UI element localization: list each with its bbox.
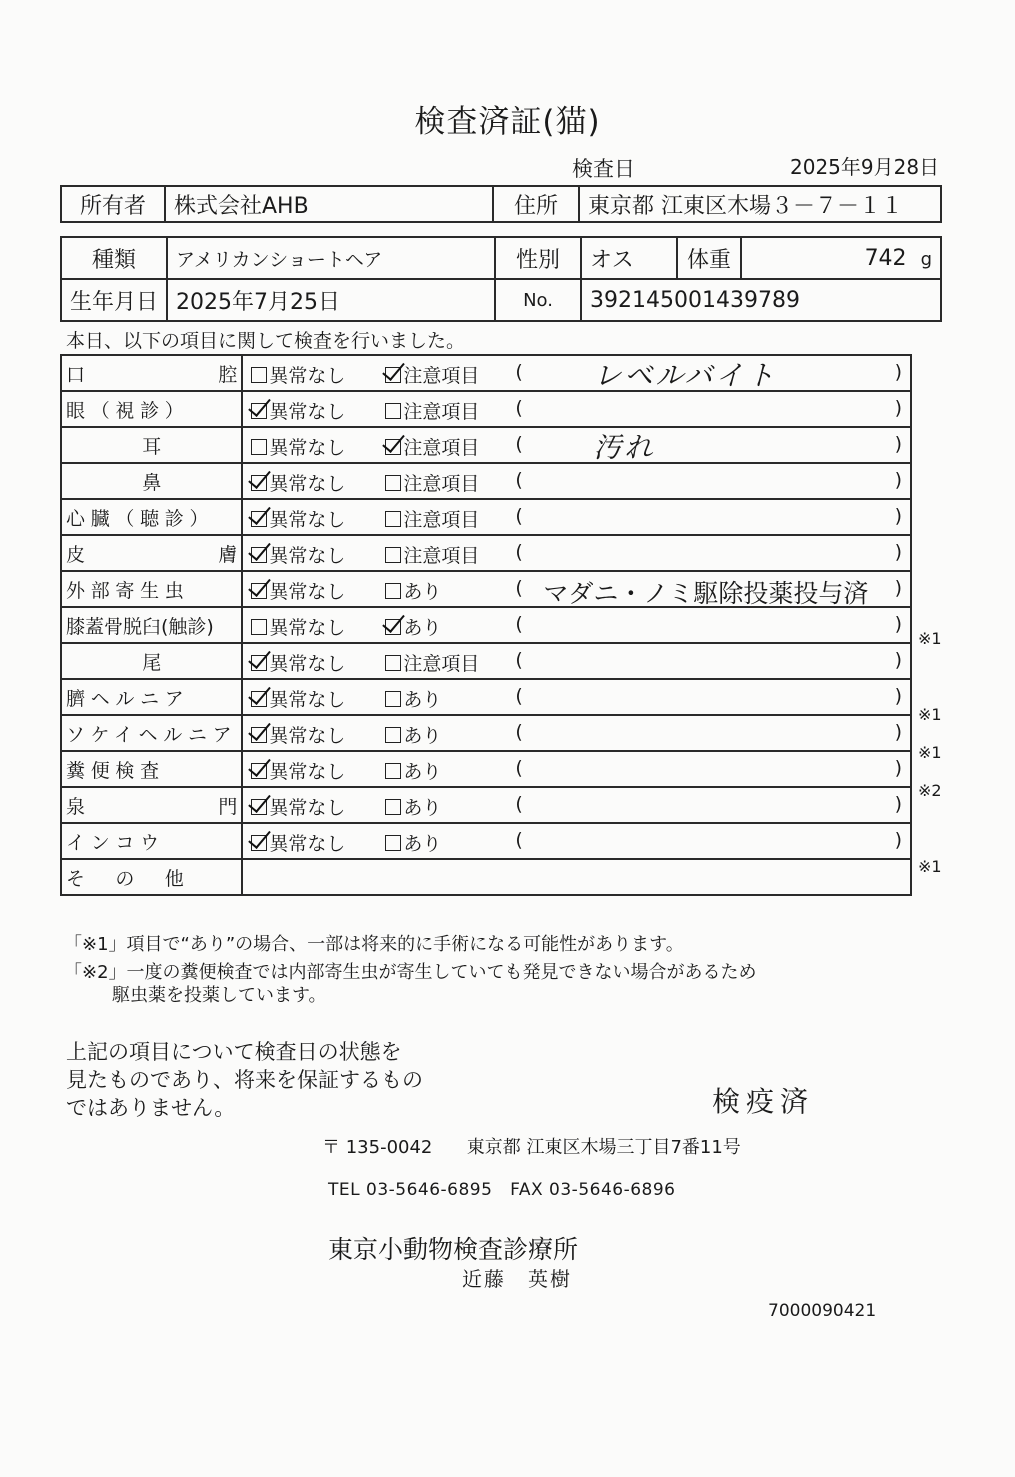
paren-close: ) [894,721,902,743]
item-name-end: 門 [218,795,238,818]
option-label: 異常なし [269,617,346,639]
inspection-item-name [61,787,242,823]
attention-option[interactable] [385,829,441,856]
option-label: 注意項目 [403,545,480,567]
no-label: No. [495,279,581,321]
option-label: 異常なし [269,473,346,495]
inspection-result [242,427,911,463]
attention-option[interactable] [385,613,441,640]
paren-open: ( [515,505,523,527]
inspection-row [61,643,911,679]
paren-open: ( [515,685,523,707]
item-name: 糞便検査 [66,759,165,782]
checkbox-icon[interactable] [251,835,267,851]
inspection-result [242,499,911,535]
no-abnormality-option[interactable] [251,721,345,748]
no-abnormality-option[interactable] [251,541,345,568]
paren-close: ) [894,433,902,455]
option-label: 注意項目 [403,437,480,459]
address-label: 住所 [493,186,579,222]
item-name: 鼻 [142,471,162,494]
item-name: 膝蓋骨脱臼(触診) [66,615,214,638]
attention-option[interactable] [385,577,441,604]
option-label: 異常なし [269,437,346,459]
checkbox-icon[interactable] [385,835,401,851]
item-name: 口 [66,363,86,386]
option-label: 異常なし [269,365,346,387]
sex-value: オス [581,237,677,279]
option-label: あり [403,617,442,639]
clinic-address: 東京都 江東区木場三丁目7番11号 [466,1137,741,1158]
inspection-item-name [61,643,242,679]
attention-option[interactable] [385,649,479,676]
inspection-row [61,751,911,787]
checkbox-icon[interactable] [251,367,267,383]
inspection-result [242,679,911,715]
attention-option[interactable] [385,541,479,568]
footnote-1: 「※1」項目で“あり”の場合、一部は将来的に手術になる可能性があります。 [64,934,684,955]
no-abnormality-option[interactable] [251,361,345,388]
inspection-note: レベルバイト [593,359,778,392]
checkbox-icon[interactable] [251,799,267,815]
paren-close: ) [894,577,902,599]
item-name-end: 腔 [218,363,238,386]
tel: TEL 03-5646-6895 [328,1180,493,1200]
attention-option[interactable] [385,397,479,424]
paren-open: ( [515,649,523,671]
item-name: 外部寄生虫 [66,579,190,602]
checkbox-icon[interactable] [385,727,401,743]
checkbox-icon[interactable] [251,403,267,419]
checkbox-icon[interactable] [385,655,401,671]
inspection-item-name [61,715,242,751]
option-label: 注意項目 [403,653,480,675]
checkbox-icon[interactable] [385,367,401,383]
item-name: インコウ [66,831,165,854]
option-label: 異常なし [269,833,346,855]
inspection-row [61,463,911,499]
paren-close: ) [894,397,902,419]
option-label: 注意項目 [403,365,480,387]
paren-close: ) [894,505,902,527]
other-row [61,859,911,895]
paren-close: ) [894,829,902,851]
other-value [242,859,911,895]
inspection-result [242,535,911,571]
inspection-result [242,643,911,679]
postal-code: 〒 135-0042 [322,1137,433,1158]
document-number: 7000090421 [768,1301,877,1321]
checkbox-icon[interactable] [251,619,267,635]
option-label: 異常なし [269,761,346,783]
no-abnormality-option[interactable] [251,577,345,604]
clinic-name: 東京小動物検査診療所 [328,1235,579,1264]
inspection-result [242,607,911,643]
checkbox-icon[interactable] [385,619,401,635]
inspection-row [61,571,911,607]
footnote-mark: ※1 [918,705,942,724]
paren-open: ( [515,541,523,563]
attention-option[interactable] [385,361,479,388]
footnote-2: 「※2」一度の糞便検査では内部寄生虫が寄生していても発見できない場合があるため [64,962,757,983]
checkbox-icon[interactable] [385,763,401,779]
inspection-row [61,427,911,463]
fax: FAX 03-5646-6896 [510,1180,676,1200]
item-name: 心臓（聴診） [66,507,215,530]
inspection-row [61,823,911,859]
inspection-item-name [61,751,242,787]
paren-close: ) [894,469,902,491]
checkbox-icon[interactable] [385,799,401,815]
option-label: 異常なし [269,725,346,747]
checkbox-icon[interactable] [385,403,401,419]
other-label [61,859,242,895]
weight-value: 742 [864,245,907,271]
checkbox-icon[interactable] [251,583,267,599]
option-label: 注意項目 [403,509,480,531]
inspection-item-name [61,679,242,715]
item-name: 耳 [142,435,162,458]
checkbox-icon[interactable] [251,439,267,455]
no-abnormality-option[interactable] [251,505,345,532]
page-title: 検査済証(猫) [414,104,601,140]
disclaimer-line: ではありません。 [66,1096,236,1120]
paren-close: ) [894,613,902,635]
no-abnormality-option[interactable] [251,829,345,856]
breed-label: 種類 [61,237,167,279]
item-name-end: 膚 [218,543,238,566]
inspection-item-name [61,463,242,499]
attention-option[interactable] [385,433,479,460]
footnote-2-cont: 駆虫薬を投薬しています。 [112,985,327,1006]
breed-value: アメリカンショートヘア [167,237,495,279]
disclaimer-line: 上記の項目について検査日の状態を [66,1040,402,1064]
paren-close: ) [894,649,902,671]
inspection-result [242,571,911,607]
checkbox-icon[interactable] [385,691,401,707]
inspection-note: マダニ・ノミ駆除投薬投与済 [543,579,869,608]
inspection-row [61,535,911,571]
footnote-mark: ※1 [918,629,942,648]
no-abnormality-option[interactable] [251,649,345,676]
inspected-stamp: 検疫済 [712,1085,815,1118]
checkbox-icon[interactable] [385,547,401,563]
paren-open: ( [515,469,523,491]
owner-value: 株式会社AHB [165,186,493,222]
checkbox-icon[interactable] [385,583,401,599]
item-name: 皮 [66,543,86,566]
birth-label: 生年月日 [61,279,167,321]
option-label: あり [403,833,442,855]
no-abnormality-option[interactable] [251,469,345,496]
disclaimer [66,1038,486,1122]
inspection-note: 汚れ [593,431,656,464]
inspection-item-name [61,535,242,571]
option-label: 注意項目 [403,473,480,495]
paren-open: ( [515,793,523,815]
paren-open: ( [515,829,523,851]
no-value: 392145001439789 [581,279,941,321]
no-abnormality-option[interactable] [251,757,345,784]
inspection-result [242,355,911,391]
item-name: 泉 [66,795,86,818]
option-label: 異常なし [269,581,346,603]
contact-line [328,1180,675,1200]
item-name: 臍ヘルニア [66,687,190,710]
checkbox-icon[interactable] [251,655,267,671]
owner-label: 所有者 [61,186,165,222]
inspection-result [242,463,911,499]
option-label: あり [403,761,442,783]
option-label: 異常なし [269,689,346,711]
exam-date-label: 検査日 [572,157,635,181]
attention-option[interactable] [385,685,441,712]
no-abnormality-option[interactable] [251,685,345,712]
clinic-address-line [322,1133,741,1159]
paren-close: ) [894,361,902,383]
option-label: 異常なし [269,653,346,675]
item-name: 尾 [142,651,162,674]
paren-open: ( [515,397,523,419]
paren-open: ( [515,613,523,635]
attention-option[interactable] [385,721,441,748]
paren-close: ) [894,541,902,563]
inspection-row [61,355,911,391]
checkbox-icon[interactable] [251,475,267,491]
checkbox-icon[interactable] [385,511,401,527]
footnote-mark: ※1 [918,743,942,762]
disclaimer-line: 見たものであり、将来を保証するもの [66,1068,423,1092]
inspection-item-name [61,391,242,427]
sex-label: 性別 [495,237,581,279]
birth-value: 2025年7月25日 [167,279,495,321]
weight-label: 体重 [677,237,741,279]
option-label: 異常なし [269,797,346,819]
paren-close: ) [894,793,902,815]
inspection-result [242,391,911,427]
inspection-row [61,607,911,643]
inspection-item-name [61,427,242,463]
checkbox-icon[interactable] [385,439,401,455]
exam-date: 2025年9月28日 [790,155,940,179]
inspection-row [61,499,911,535]
inspection-result [242,751,911,787]
inspection-item-name [61,823,242,859]
checkbox-icon[interactable] [251,511,267,527]
address-value: 東京都 江東区木場３－７－１１ [579,186,941,222]
doctor-name: 近藤 英樹 [462,1267,572,1291]
inspection-table [60,354,912,896]
option-label: あり [403,725,442,747]
option-label: あり [403,581,442,603]
paren-open: ( [515,721,523,743]
option-label: 異常なし [269,401,346,423]
option-label: 異常なし [269,509,346,531]
option-label: あり [403,689,442,711]
item-name: その他 [66,867,215,890]
checkbox-icon[interactable] [251,727,267,743]
checkbox-icon[interactable] [251,547,267,563]
paren-close: ) [894,757,902,779]
paren-open: ( [515,757,523,779]
inspection-item-name [61,607,242,643]
intro-text: 本日、以下の項目に関して検査を行いました。 [66,330,466,352]
item-name: 眼（視診） [66,399,190,422]
checkbox-icon[interactable] [385,475,401,491]
inspection-item-name [61,499,242,535]
inspection-row [61,787,911,823]
no-abnormality-option[interactable] [251,397,345,424]
checkbox-icon[interactable] [251,763,267,779]
option-label: 注意項目 [403,401,480,423]
inspection-result [242,787,911,823]
footnote-mark: ※2 [918,781,942,800]
owner-table [60,185,942,223]
option-label: あり [403,797,442,819]
attention-option[interactable] [385,505,479,532]
no-abnormality-option[interactable] [251,613,345,640]
animal-table [60,236,942,322]
checkbox-icon[interactable] [251,691,267,707]
option-label: 異常なし [269,545,346,567]
item-name: ソケイヘルニア [66,723,238,746]
inspection-result [242,715,911,751]
attention-option[interactable] [385,469,479,496]
inspection-row [61,391,911,427]
inspection-item-name [61,571,242,607]
footnote-mark: ※1 [918,857,942,876]
inspection-item-name [61,355,242,391]
paren-close: ) [894,685,902,707]
inspection-result [242,823,911,859]
weight-unit: g [920,248,932,270]
weight-cell [741,237,941,279]
no-abnormality-option[interactable] [251,793,345,820]
inspection-row [61,679,911,715]
attention-option[interactable] [385,793,441,820]
attention-option[interactable] [385,757,441,784]
inspection-row [61,715,911,751]
paren-open: ( [515,433,523,455]
paren-open: ( [515,361,523,383]
no-abnormality-option[interactable] [251,433,345,460]
paren-open: ( [515,577,523,599]
